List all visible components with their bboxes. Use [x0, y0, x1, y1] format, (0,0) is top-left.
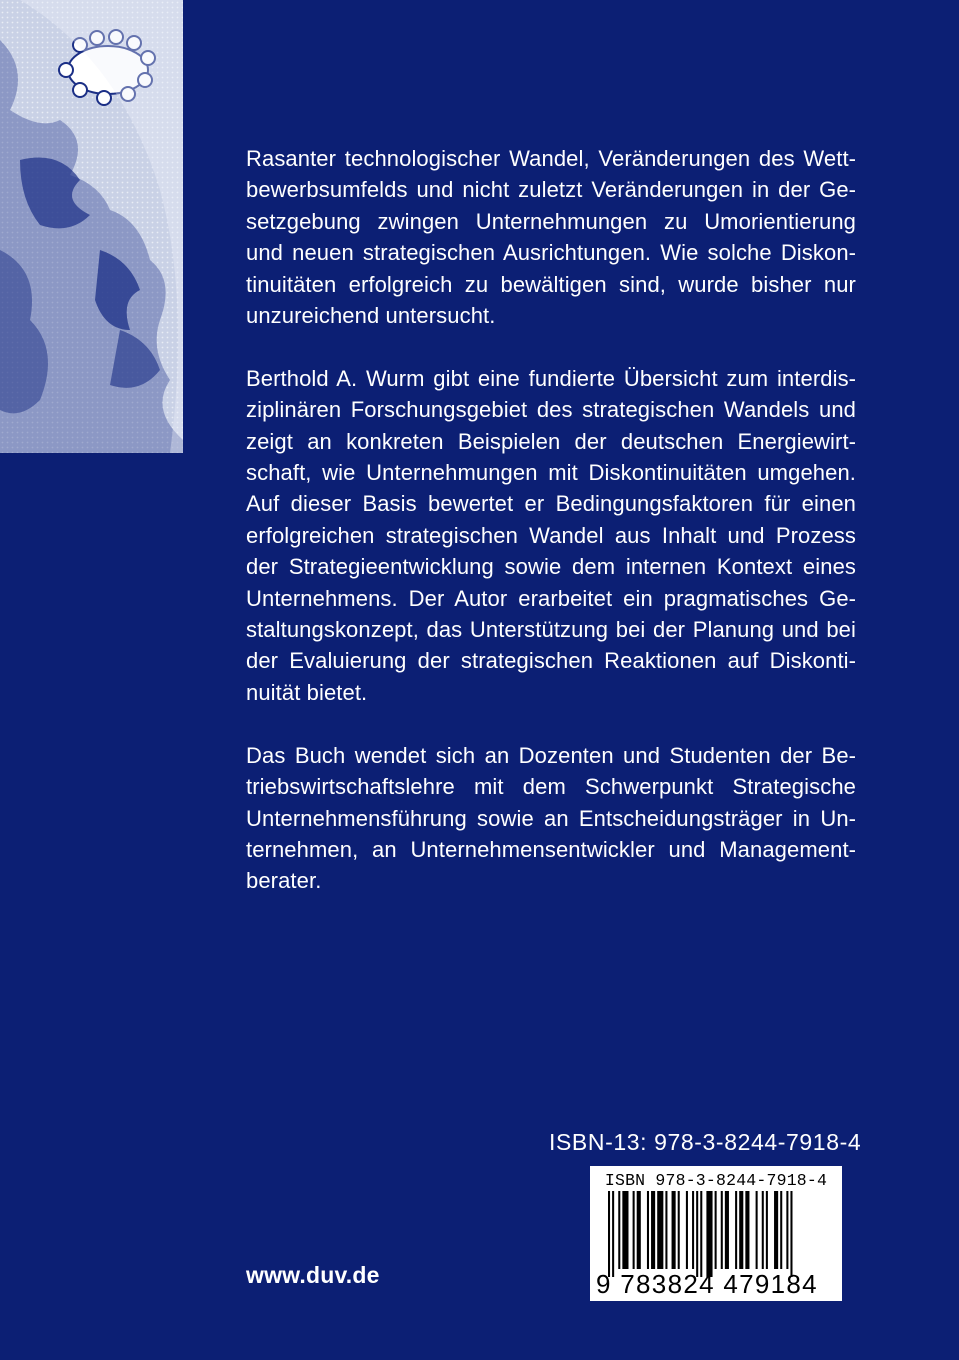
barcode-bar	[725, 1191, 729, 1269]
blurb-paragraph-3: Das Buch wendet sich an Dozenten und Studenten der Betriebswirtschaftslehre mit dem Schwerpunkt Strategische Unternehmensführung sowie an Entscheidungsträger in Unternehmen, an Unternehmensentwickler und Managementberater.	[246, 742, 856, 894]
barcode-isbn-text: ISBN 978-3-8244-7918-4	[604, 1171, 828, 1190]
barcode-bar	[647, 1191, 649, 1269]
barcode-bar	[745, 1191, 749, 1269]
barcode-bar	[612, 1191, 614, 1277]
barcode-bar	[774, 1191, 778, 1269]
publisher-url: www.duv.de	[246, 1262, 380, 1288]
barcode-bar	[672, 1191, 676, 1269]
barcode-bar	[618, 1191, 620, 1269]
barcode-bar	[692, 1191, 694, 1269]
barcode-bar	[790, 1191, 792, 1277]
barcode-bar	[780, 1191, 782, 1269]
barcode-bar	[633, 1191, 635, 1269]
back-cover-blurb	[246, 143, 856, 928]
blurb-paragraph-2: Berthold A. Wurm gibt eine fundierte Übersicht zum interdisziplinären Forschungsgebiet des strategischen Wandels und zeigt an konkreten Beispielen der deutschen Energiewirtschaft, wie Unternehmungen mit Diskontinuitäten umgehen. Auf dieser Basis bewertet er Bedingungsfaktoren für einen erfolgreichen strategischen Wandel aus Inhalt und Prozess der Strategieentwicklung sowie dem internen Kontext eines Unternehmens. Der Autor erarbeitet ein pragmatisches Gestaltungskonzept, das Unterstützung bei der Planung und bei der Evaluierung der strategischen Reaktionen auf Diskontinuität bietet.	[246, 365, 856, 705]
barcode-bar	[700, 1191, 702, 1277]
barcode-bar	[622, 1191, 628, 1269]
barcode-bars-graphic	[608, 1191, 834, 1277]
barcode-bar	[696, 1191, 698, 1277]
barcode-bar	[608, 1191, 610, 1277]
barcode-bar	[665, 1191, 667, 1269]
barcode-bar	[756, 1191, 758, 1269]
barcode-bar	[735, 1191, 737, 1269]
barcode-bar	[657, 1191, 663, 1269]
barcode-bar	[678, 1191, 680, 1269]
barcode-bar	[739, 1191, 743, 1269]
barcode-bar	[651, 1191, 655, 1269]
barcode-bar	[715, 1191, 717, 1269]
barcode-bar	[637, 1191, 641, 1269]
blurb-paragraph-1: Rasanter technologischer Wandel, Veränderungen des Wettbewerbsumfelds und nicht zuletzt Veränderungen in der Gesetzgebung zwingen Unternehmungen zu Umorientierung und neuen strategischen Ausrichtungen. Wie solche Diskontinuitäten erfolgreich zu bewältigen sind, wurde bisher nur unzureichend untersucht.	[246, 146, 856, 329]
isbn-label: ISBN-13: 978-3-8244-7918-4	[549, 1129, 862, 1155]
barcode-bar	[706, 1191, 712, 1277]
isbn-barcode	[590, 1166, 842, 1301]
barcode-digits: 9 783824 479184	[596, 1269, 818, 1299]
barcode-bar	[786, 1191, 788, 1269]
barcode-bar	[721, 1191, 723, 1269]
globe-illustration	[0, 0, 183, 453]
barcode-bar	[762, 1191, 764, 1269]
barcode-bar	[766, 1191, 768, 1269]
barcode-bar	[686, 1191, 688, 1269]
